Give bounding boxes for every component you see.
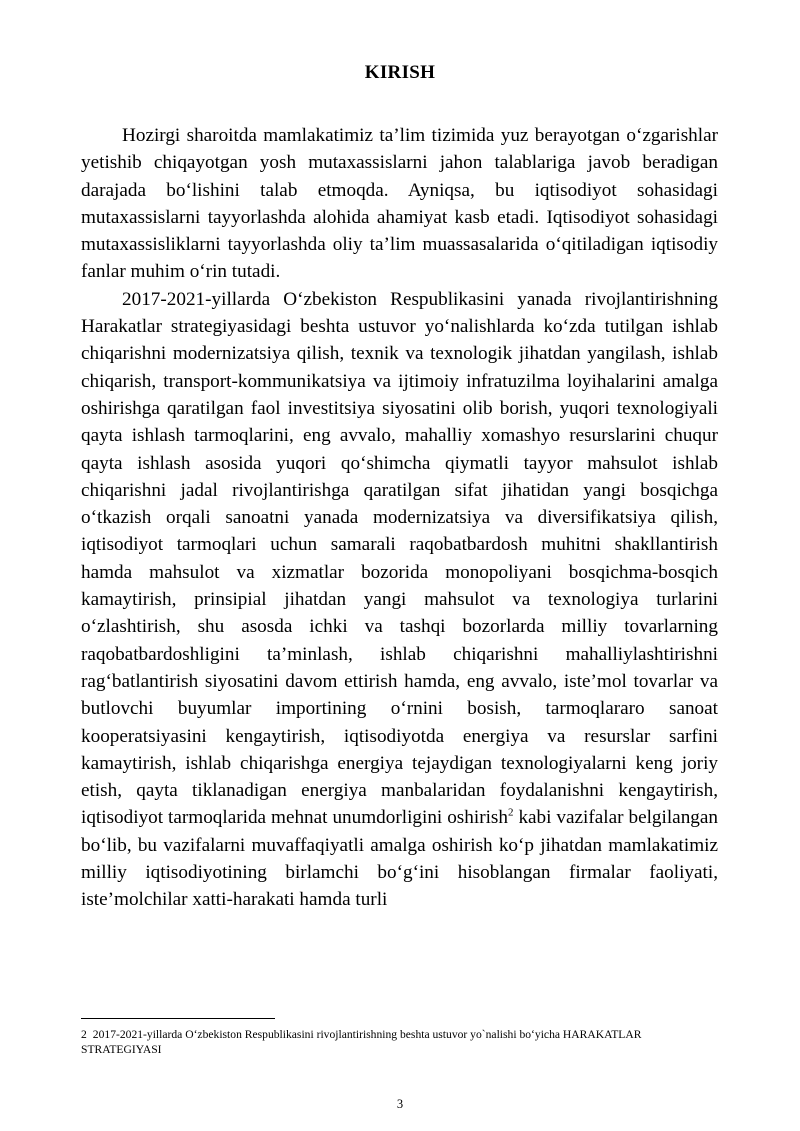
footnote xyxy=(81,1027,721,1057)
paragraph-strategy-continuation: kabi vazifalar belgilangan bo‘lib, bu vazifalarni muvaffaqiyatli amalga oshirish ko‘p jihatdan mamlakatimiz milliy iqtisodiyotining birlamchi bo‘g‘ini hisoblangan firmalar faoliyati, iste’molchilar xatti-harakati hamda turli xyxy=(81,807,718,911)
page-number: 3 xyxy=(396,1097,404,1111)
paragraph-intro: Hozirgi sharoitda mamlakatimiz ta’lim tizimida yuz berayotgan o‘zgarishlar yetishib chiqayotgan yosh mutaxassislarni jahon talablariga javob beradigan darajada bo‘lishini talab etmoqda. Ayniqsa, bu iqtisodiyot sohasidagi mutaxassislarni tayyorlashda alohida ahamiyat kasb etadi. Iqtisodiyot sohasidagi mutaxassisliklarni tayyorlashda oliy ta’lim muassasalarida o‘qitiladigan iqtisodiy fanlar muhim o‘rin tutadi. xyxy=(81,125,718,283)
footnote-number: 2 xyxy=(81,1028,87,1041)
section-heading: KIRISH xyxy=(364,62,436,83)
paragraph-strategy xyxy=(81,286,718,914)
footnote-reference[interactable]: 2 xyxy=(507,807,514,820)
footnote-text: 2017-2021-yillarda O‘zbekiston Respublikasini rivojlantirishning beshta ustuvor yo`nalishi bo‘yicha HARAKATLAR STRATEGIYASI xyxy=(81,1028,642,1056)
paragraph-strategy-text: 2017-2021-yillarda O‘zbekiston Respublikasini yanada rivojlantirishning Harakatlar strategiyasidagi beshta ustuvor yo‘nalishlarda ko‘zda tutilgan ishlab chiqarishni modernizatsiya qilish, texnik va texnologik jihatdan yangilash, ishlab chiqarish, transport-kommunikatsiya va ijtimoiy infratuzilma loyihalarini amalga oshirishga qaratilgan faol investitsiya siyosatini olib borish, yuqori texnologiyali qayta ishlash tarmoqlarini, eng avvalo, mahalliy xomashyo resurslarini chuqur qayta ishlash asosida yuqori qo‘shimcha qiymatli tayyor mahsulot ishlab chiqarishni jadal rivojlantirishga qaratilgan sifat jihatidan yangi bosqichga o‘tkazish orqali sanoatni yanada modernizatsiya va diversifikatsiya qilish, iqtisodiyot tarmoqlari uchun samarali raqobatbardosh muhitni shakllantirish hamda mahsulot va xizmatlar bozorida monopoliyani bosqichma-bosqich kamaytirish, prinsipial jihatdan yangi mahsulot va texnologiya turlarini o‘zlashtirish, shu asosda ichki va tashqi bozorlarda milliy tovarlarning raqobatbardoshligini ta’minlash, ishlab chiqarishni mahalliylashtirishni rag‘batlantirish siyosatini davom ettirish hamda, eng avvalo, iste’mol tovarlar va butlovchi buyumlar importining o‘rnini bosish, tarmoqlararo sanoat kooperatsiyasini kengaytirish, iqtisodiyotda energiya va resurslar sarfini kamaytirish, ishlab chiqarishga energiya tejaydigan texnologiyalarni keng joriy etish, qayta tiklanadigan energiya manbalaridan foydalanishni kengaytirish, iqtisodiyot tarmoqlarida mehnat unumdorligini oshirish xyxy=(81,288,718,829)
footnote-divider xyxy=(81,1018,275,1019)
main-text xyxy=(81,122,718,914)
